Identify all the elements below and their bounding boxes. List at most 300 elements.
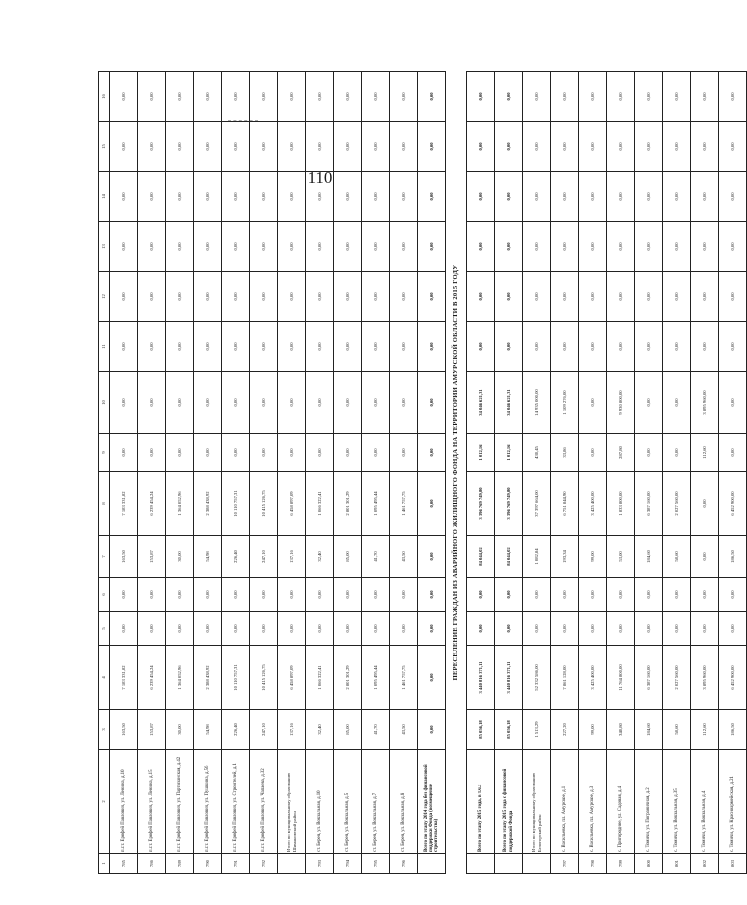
row-value: 34 046 621,31 <box>467 372 495 434</box>
row-value: 0,00 <box>523 322 551 372</box>
row-value: 163,50 <box>110 536 138 578</box>
row-value: 137,16 <box>278 536 306 578</box>
row-value: 2 388 438,92 <box>194 646 222 710</box>
row-value: 0,00 <box>306 322 334 372</box>
row-value: 0,00 <box>166 172 194 222</box>
total-row <box>467 72 495 874</box>
total-row <box>495 72 523 874</box>
row-value: 2 801 301,29 <box>334 646 362 710</box>
row-value: 6 458 897,09 <box>278 646 306 710</box>
row-value: 0,00 <box>418 172 446 222</box>
column-number: 8 <box>99 472 110 536</box>
row-value: 226,40 <box>222 536 250 578</box>
row-value: 0,00 <box>495 578 523 612</box>
row-value: 0,00 <box>222 434 250 472</box>
row-value: 84 044,02 <box>495 536 523 578</box>
table-row <box>635 72 663 874</box>
row-value: 10 415 126,75 <box>250 472 278 536</box>
subtotal-row <box>278 72 306 874</box>
column-number: 16 <box>99 72 110 122</box>
row-value: 0,00 <box>306 372 334 434</box>
row-value: 0,00 <box>110 172 138 222</box>
subtotal-row <box>523 72 551 874</box>
row-value: 0,00 <box>719 222 747 272</box>
row-value: 0,00 <box>362 434 390 472</box>
row-value: 3 396 769 749,80 <box>495 472 523 536</box>
table-body <box>99 72 747 874</box>
row-value: 0,00 <box>523 72 551 122</box>
row-value: 3 895 960,00 <box>691 372 719 434</box>
column-number: 1 <box>99 854 110 874</box>
row-number: 793 <box>306 854 334 874</box>
row-value: 0,00 <box>166 578 194 612</box>
row-number: 796 <box>390 854 418 874</box>
row-value: 6 239 454,24 <box>138 472 166 536</box>
table-row <box>607 72 635 874</box>
row-value: 0,00 <box>691 272 719 322</box>
row-value: 0,00 <box>663 172 691 222</box>
row-address: ст. Берея, ул. Вокзальная, д.7 <box>362 750 390 854</box>
row-number: 801 <box>663 854 691 874</box>
row-value: 0,00 <box>579 172 607 222</box>
row-value: 0,00 <box>362 172 390 222</box>
row-address: ст. Берея, ул. Вокзальная, д.5 <box>334 750 362 854</box>
row-value: 0,00 <box>418 578 446 612</box>
row-value: 0,00 <box>306 122 334 172</box>
row-value: 0,00 <box>278 372 306 434</box>
row-address: Итого по муниципальному образованию Шимановский район <box>278 750 306 854</box>
row-value: 10 110 757,31 <box>222 646 250 710</box>
column-number: 15 <box>99 122 110 172</box>
row-value: 0,00 <box>390 272 418 322</box>
row-value: 0,00 <box>607 322 635 372</box>
row-value: 34 046 621,31 <box>495 372 523 434</box>
row-value: 0,00 <box>390 172 418 222</box>
row-value: 84 044,02 <box>467 536 495 578</box>
row-value: 0,00 <box>250 612 278 646</box>
row-value: 10 415 126,75 <box>250 646 278 710</box>
row-value: 0,00 <box>390 372 418 434</box>
row-value: 0,00 <box>691 472 719 536</box>
row-address: Всего по этапу 2015 года с финансовой поддержкой Фонда <box>495 750 523 854</box>
row-value: 0,00 <box>250 172 278 222</box>
row-value: 0,00 <box>579 322 607 372</box>
row-address: п.г.т. Ерофей Павлович, ул. Ленина, д.10 <box>110 750 138 854</box>
row-value: 184,60 <box>635 710 663 750</box>
row-value: 0,00 <box>306 222 334 272</box>
row-value: 0,00 <box>418 434 446 472</box>
table-row <box>166 72 194 874</box>
row-value: 1 095 495,44 <box>362 646 390 710</box>
row-value: 6 387 160,00 <box>635 472 663 536</box>
row-value: 0,00 <box>222 272 250 322</box>
column-number: 7 <box>99 536 110 578</box>
row-value: 6 239 454,24 <box>138 646 166 710</box>
row-value: 0,00 <box>467 272 495 322</box>
row-value: 0,00 <box>719 122 747 172</box>
row-value: 0,00 <box>194 172 222 222</box>
row-value: 0,00 <box>362 272 390 322</box>
row-value: 52 332 586,00 <box>523 646 551 710</box>
row-value: 99,00 <box>579 710 607 750</box>
row-value: 0,00 <box>222 172 250 222</box>
row-address: Всего по этапу 2014 года без финансовой поддержки Фонда (возмещение строительства) <box>418 750 446 854</box>
row-value: 193,34 <box>551 536 579 578</box>
column-number: 5 <box>99 612 110 646</box>
row-value: 37 397 664,00 <box>523 472 551 536</box>
row-value: 0,00 <box>278 434 306 472</box>
row-value: 227,20 <box>551 710 579 750</box>
row-value: 0,00 <box>551 272 579 322</box>
row-address: ст. Берея, ул. Вокзальная, д.8 <box>390 750 418 854</box>
row-number: 794 <box>334 854 362 874</box>
row-value: 99,00 <box>579 536 607 578</box>
row-value: 0,00 <box>278 322 306 372</box>
row-number: 791 <box>222 854 250 874</box>
row-number <box>495 854 523 874</box>
row-value: 0,00 <box>278 272 306 322</box>
row-value: 0,00 <box>334 72 362 122</box>
row-address: с. Томичи, ул. Красноармейская, д.21 <box>719 750 747 854</box>
row-value: 0,00 <box>551 122 579 172</box>
row-value: 0,00 <box>691 612 719 646</box>
row-value: 0,00 <box>467 222 495 272</box>
row-value: 0,00 <box>418 646 446 710</box>
row-value: 0,00 <box>306 72 334 122</box>
row-number: 792 <box>250 854 278 874</box>
table-row <box>334 72 362 874</box>
row-number <box>278 854 306 874</box>
row-value: 1 364 052,96 <box>166 646 194 710</box>
row-value: 0,00 <box>635 612 663 646</box>
row-value: 0,00 <box>691 172 719 222</box>
row-value: 0,00 <box>222 322 250 372</box>
row-value: 0,00 <box>334 612 362 646</box>
row-value: 0,00 <box>194 72 222 122</box>
row-number: 797 <box>551 854 579 874</box>
row-value: 0,00 <box>138 172 166 222</box>
row-value: 0,00 <box>418 372 446 434</box>
row-value: 1 082,84 <box>523 536 551 578</box>
row-value: 0,00 <box>418 322 446 372</box>
row-value: 0,00 <box>607 612 635 646</box>
row-value: 0,00 <box>635 434 663 472</box>
row-value: 1 461 757,75 <box>390 646 418 710</box>
row-value: 0,00 <box>306 272 334 322</box>
row-number: 800 <box>635 854 663 874</box>
row-number <box>523 854 551 874</box>
row-value: 0,00 <box>719 272 747 322</box>
row-value: 0,00 <box>250 122 278 172</box>
table-row <box>551 72 579 874</box>
row-value: 1 066 322,41 <box>306 472 334 536</box>
row-value: 41,70 <box>362 536 390 578</box>
row-address: п.г.т. Ерофей Павлович, ул. Строителей, д.1 <box>222 750 250 854</box>
column-number: 13 <box>99 222 110 272</box>
row-value: 0,00 <box>495 172 523 222</box>
row-value: 54,98 <box>194 710 222 750</box>
row-value: 0,00 <box>691 72 719 122</box>
row-number: 785 <box>110 854 138 874</box>
row-value: 0,00 <box>635 372 663 434</box>
row-value: 153,87 <box>138 710 166 750</box>
row-number: 802 <box>691 854 719 874</box>
row-value: 0,00 <box>635 122 663 172</box>
row-value: 0,00 <box>579 72 607 122</box>
row-address: п.г.т. Ерофей Павлович, ул. Пушкина, д.56 <box>194 750 222 854</box>
row-value: 85 056,18 <box>495 710 523 750</box>
row-value: 0,00 <box>523 612 551 646</box>
row-value: 340,80 <box>607 710 635 750</box>
row-value: 0,00 <box>250 322 278 372</box>
row-value: 0,00 <box>719 322 747 372</box>
row-value: 0,00 <box>635 222 663 272</box>
row-value: 0,00 <box>663 434 691 472</box>
row-value: 0,00 <box>222 372 250 434</box>
row-value: 0,00 <box>418 536 446 578</box>
row-value: 0,00 <box>579 578 607 612</box>
row-value: 0,00 <box>222 72 250 122</box>
row-value: 112,60 <box>691 434 719 472</box>
row-value: 2 388 438,92 <box>194 472 222 536</box>
row-value: 0,00 <box>663 612 691 646</box>
table-row <box>306 72 334 874</box>
row-value: 247,10 <box>250 536 278 578</box>
row-value: 0,00 <box>390 612 418 646</box>
row-address: с. Томичи, ул. Вокзальная, д.4 <box>691 750 719 854</box>
row-value: 0,00 <box>467 72 495 122</box>
row-value: 0,00 <box>194 612 222 646</box>
table-row <box>222 72 250 874</box>
row-value: 0,00 <box>663 272 691 322</box>
row-value: 0,00 <box>635 72 663 122</box>
row-value: 0,00 <box>110 434 138 472</box>
row-value: 0,00 <box>495 272 523 322</box>
row-value: 85,00 <box>334 710 362 750</box>
row-value: 1 095 495,44 <box>362 472 390 536</box>
table-row <box>362 72 390 874</box>
row-value: 0,00 <box>551 222 579 272</box>
row-value: 0,00 <box>306 434 334 472</box>
row-value: 0,00 <box>719 372 747 434</box>
row-value: 112,60 <box>691 710 719 750</box>
row-value: 0,00 <box>607 222 635 272</box>
row-value: 0,00 <box>222 612 250 646</box>
row-value: 3 425 400,00 <box>579 472 607 536</box>
row-value: 0,00 <box>635 578 663 612</box>
row-value: 58,60 <box>663 710 691 750</box>
table-row <box>579 72 607 874</box>
row-value: 85 056,18 <box>467 710 495 750</box>
row-value: 0,00 <box>250 72 278 122</box>
row-value: 3 396 769 749,80 <box>467 472 495 536</box>
row-value: 85,00 <box>334 536 362 578</box>
row-value: 6 387 160,00 <box>635 646 663 710</box>
row-value: 0,00 <box>390 322 418 372</box>
row-value: 0,00 <box>250 578 278 612</box>
row-value: 0,00 <box>194 272 222 322</box>
row-address: Всего по этапу 2015 года, в т.ч.: <box>467 750 495 854</box>
row-value: 0,00 <box>495 222 523 272</box>
row-value: 0,00 <box>523 272 551 322</box>
row-value: 0,00 <box>110 122 138 172</box>
row-value: 0,00 <box>390 434 418 472</box>
row-value: 0,00 <box>607 122 635 172</box>
row-value: 43,50 <box>390 536 418 578</box>
row-value: 0,00 <box>579 272 607 322</box>
row-value: 1 513,29 <box>523 710 551 750</box>
row-value: 0,00 <box>719 578 747 612</box>
row-number: 799 <box>607 854 635 874</box>
row-value: 0,00 <box>166 122 194 172</box>
row-value: 0,00 <box>138 434 166 472</box>
row-value: 0,00 <box>523 122 551 172</box>
row-value: 0,00 <box>110 272 138 322</box>
row-value: 0,00 <box>334 222 362 272</box>
row-value: 0,00 <box>467 122 495 172</box>
row-value: 0,00 <box>663 222 691 272</box>
row-value: 0,00 <box>250 434 278 472</box>
row-value: 0,00 <box>334 578 362 612</box>
table-row <box>691 72 719 874</box>
column-number: 4 <box>99 646 110 710</box>
table-row <box>110 72 138 874</box>
row-address: п.г.т. Ерофей Павлович, ул. Чапаева, д.32 <box>250 750 278 854</box>
row-value: 3 425 400,00 <box>579 646 607 710</box>
row-value: 1 833 800,00 <box>607 472 635 536</box>
column-number: 2 <box>99 750 110 854</box>
row-value: 0,00 <box>138 612 166 646</box>
row-value: 0,00 <box>467 612 495 646</box>
row-value: 0,00 <box>250 222 278 272</box>
row-value: 0,00 <box>138 272 166 322</box>
row-value: 0,00 <box>495 122 523 172</box>
row-value: 6 452 900,00 <box>719 472 747 536</box>
row-value: 0,00 <box>390 578 418 612</box>
row-value: 0,00 <box>138 578 166 612</box>
row-value: 0,00 <box>278 122 306 172</box>
row-value: 1 066 322,41 <box>306 646 334 710</box>
row-value: 2 027 560,00 <box>663 472 691 536</box>
row-value: 0,00 <box>418 472 446 536</box>
row-value: 0,00 <box>635 322 663 372</box>
row-value: 0,00 <box>362 72 390 122</box>
row-value: 0,00 <box>334 172 362 222</box>
row-value: 0,00 <box>691 122 719 172</box>
row-number <box>467 854 495 874</box>
row-value: 0,00 <box>418 122 446 172</box>
row-address: с. Васильевка, пл. Амурское, д.1 <box>551 750 579 854</box>
row-value: 2 801 301,29 <box>334 472 362 536</box>
row-value: 41,70 <box>362 710 390 750</box>
row-value: 30,00 <box>166 536 194 578</box>
row-value: 0,00 <box>138 372 166 434</box>
row-value: 0,00 <box>194 372 222 434</box>
row-value: 0,00 <box>334 372 362 434</box>
row-value: 0,00 <box>390 222 418 272</box>
row-value: 0,00 <box>138 72 166 122</box>
row-value: 0,00 <box>579 122 607 172</box>
row-value: 0,00 <box>523 222 551 272</box>
row-value: 0,00 <box>362 322 390 372</box>
table-row <box>194 72 222 874</box>
column-number: 3 <box>99 710 110 750</box>
row-value: 6 452 900,00 <box>719 646 747 710</box>
row-value: 0,00 <box>250 272 278 322</box>
row-value: 0,00 <box>551 578 579 612</box>
row-address: п.г.т. Ерофей Павлович, ул. Ленина, д.15 <box>138 750 166 854</box>
row-value: 0,00 <box>495 612 523 646</box>
column-number-row <box>99 72 110 874</box>
row-value: 0,00 <box>110 322 138 372</box>
row-value: 0,00 <box>467 172 495 222</box>
row-value: 58,60 <box>663 536 691 578</box>
row-value: 226,40 <box>222 710 250 750</box>
column-number: 10 <box>99 372 110 434</box>
row-value: 0,00 <box>390 122 418 172</box>
row-value: 0,00 <box>691 578 719 612</box>
row-value: 32,40 <box>306 710 334 750</box>
row-value: 1 012,16 <box>495 434 523 472</box>
table-row <box>663 72 691 874</box>
row-value: 9 930 800,00 <box>607 372 635 434</box>
row-value: 7 861 128,00 <box>551 646 579 710</box>
column-number: 9 <box>99 434 110 472</box>
table-row <box>390 72 418 874</box>
row-value: 0,00 <box>579 372 607 434</box>
row-value: 0,00 <box>362 612 390 646</box>
row-number: 789 <box>166 854 194 874</box>
row-value: 0,00 <box>194 322 222 372</box>
row-value: 0,00 <box>278 612 306 646</box>
row-value: 0,00 <box>166 322 194 372</box>
row-value: 53,00 <box>607 536 635 578</box>
row-value: 7 183 331,82 <box>110 646 138 710</box>
row-value: 0,00 <box>663 322 691 372</box>
row-value: 0,00 <box>607 272 635 322</box>
row-value: 0,00 <box>110 222 138 272</box>
table-row <box>138 72 166 874</box>
column-number: 6 <box>99 578 110 612</box>
row-value: 0,00 <box>691 322 719 372</box>
row-value: 54,98 <box>194 536 222 578</box>
column-number: 14 <box>99 172 110 222</box>
row-value: 0,00 <box>110 72 138 122</box>
row-value: 0,00 <box>334 272 362 322</box>
row-value: 0,00 <box>166 72 194 122</box>
row-value: 0,00 <box>607 72 635 122</box>
row-value: 0,00 <box>362 372 390 434</box>
row-value: 0,00 <box>719 434 747 472</box>
row-value: 0,00 <box>306 578 334 612</box>
row-value: 0,00 <box>579 222 607 272</box>
row-value: 0,00 <box>551 172 579 222</box>
row-value: 186,50 <box>719 536 747 578</box>
row-value: 0,00 <box>306 612 334 646</box>
row-value: 0,00 <box>551 612 579 646</box>
row-value: 0,00 <box>110 578 138 612</box>
section-heading-row <box>446 72 467 874</box>
row-value: 0,00 <box>250 372 278 434</box>
row-value: 0,00 <box>719 72 747 122</box>
row-value: 0,00 <box>222 122 250 172</box>
row-value: 137,16 <box>278 710 306 750</box>
row-value: 0,00 <box>607 578 635 612</box>
row-value: 153,87 <box>138 536 166 578</box>
table-row <box>719 72 747 874</box>
row-value: 0,00 <box>579 612 607 646</box>
row-address: с. Васильевка, пл. Амурское, д.3 <box>579 750 607 854</box>
